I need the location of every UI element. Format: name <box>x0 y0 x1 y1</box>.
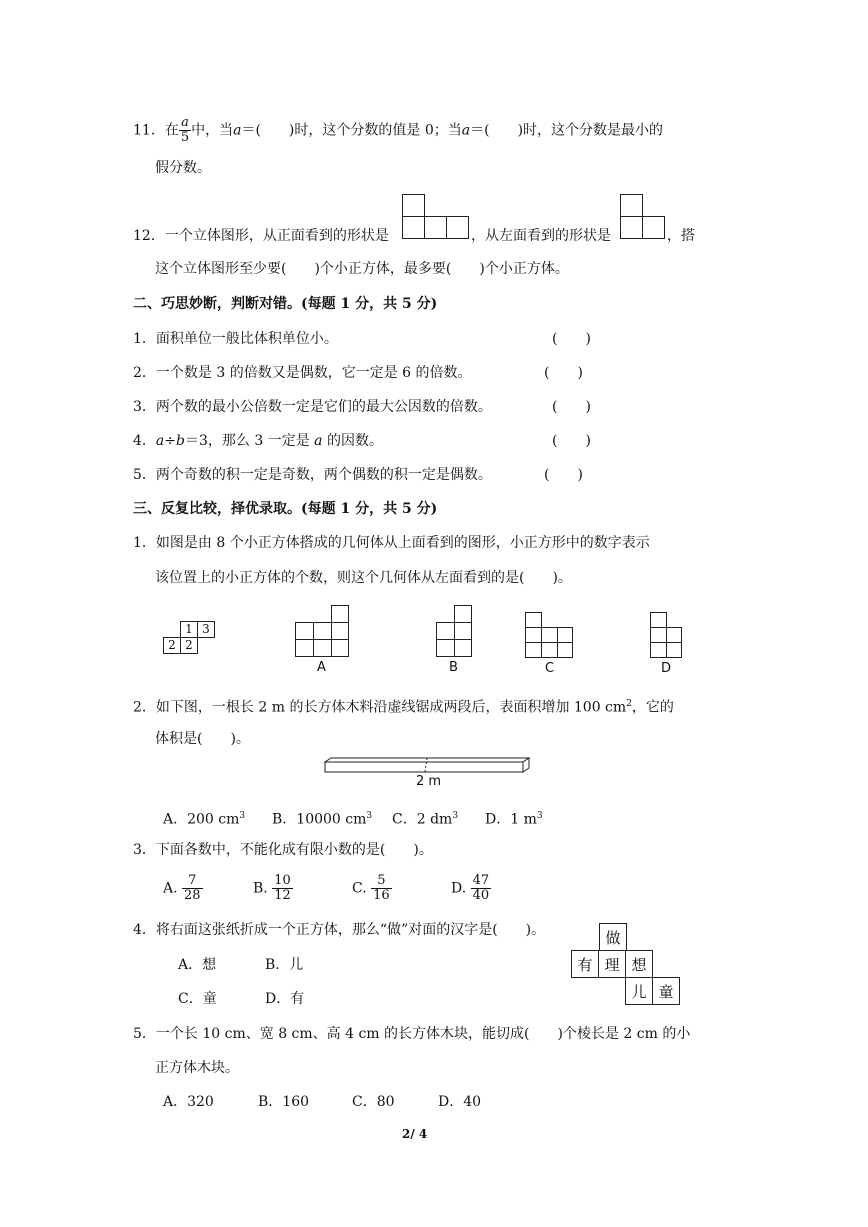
s3-q1-option-a-figure[interactable] <box>295 605 349 657</box>
q11-line1: 11．在 $\frac{a}{5}$ 中，当a＝( )时，这个分数的值是 0；当a＝( )时，这个分数是最小的 <box>133 115 664 145</box>
judge-item-2: 2．一个数是 3 的倍数又是偶数，它一定是 6 的倍数。 <box>133 365 472 381</box>
top-view-cell: 1 <box>180 621 198 638</box>
s3-q4-option-d[interactable]: D．有 <box>265 991 305 1007</box>
net-cell: 理 <box>598 950 626 978</box>
net-cell: 做 <box>599 923 627 951</box>
s3-q1-option-d-figure[interactable] <box>650 612 682 658</box>
top-view-cell: 3 <box>197 621 215 638</box>
section2-title: 二、巧思妙断，判断对错。(每题 1 分，共 5 分) <box>133 296 438 312</box>
judge-item-1: 1．面积单位一般比体积单位小。 <box>133 331 338 347</box>
fraction: $\frac{47}{40}$ <box>472 873 490 903</box>
s3-q4-option-a[interactable]: A．想 <box>178 957 217 973</box>
q12-line2: 这个立体图形至少要( )个小正方体，最多要( )个小正方体。 <box>155 261 569 277</box>
top-view-cell: 2 <box>180 637 198 654</box>
s3-q1-line2: 该位置上的小正方体的个数，则这个几何体从左面看到的是( )。 <box>155 570 572 586</box>
fraction: $\frac{7}{28}$ <box>184 873 201 903</box>
fraction: $\frac{10}{12}$ <box>274 873 291 903</box>
s3-q1-top-view-figure <box>163 621 217 655</box>
s3-q2-line2: 体积是( )。 <box>155 731 250 747</box>
judge-paren-3[interactable]: ( ) <box>552 399 591 415</box>
s3-q3-option-d[interactable]: D. $\frac{47}{40}$ <box>451 873 490 903</box>
s3-q5-line1: 5．一个长 10 cm、宽 8 cm、高 4 cm 的长方体木块，能切成( )个棱长是 2 cm 的小 <box>133 1026 691 1042</box>
s3-q5-option-a[interactable]: A．320 <box>163 1094 214 1110</box>
judge-item-3: 3．两个数的最小公倍数一定是它们的最大公因数的倍数。 <box>133 399 492 415</box>
q12-line1-end: ，搭 <box>667 228 695 244</box>
s3-q1-option-b-figure[interactable] <box>436 605 472 657</box>
net-cell: 想 <box>625 950 653 978</box>
fraction: $\frac{5}{16}$ <box>373 873 390 903</box>
s3-q4-line1: 4．将右面这张纸折成一个正方体，那么“做”对面的汉字是( )。 <box>133 922 546 938</box>
s3-q3-option-c[interactable]: C. $\frac{5}{16}$ <box>352 873 390 903</box>
s3-q2-option-c[interactable]: C．2 $dm^3$ <box>392 811 459 828</box>
s3-q4-option-b[interactable]: B．儿 <box>265 957 304 973</box>
s3-q2-line1: 2．如下图，一根长 2 m 的长方体木料沿虚线锯成两段后，表面积增加 100 $cm^2$，它的 <box>133 699 674 716</box>
net-cell: 儿 <box>625 977 653 1005</box>
section3-title: 三、反复比较，择优录取。(每题 1 分，共 5 分) <box>133 501 438 517</box>
q12-left-view-figure <box>620 194 666 240</box>
q11-number: 11．在 <box>133 122 179 139</box>
q11-fraction: $\frac{a}{5}$ <box>180 115 190 145</box>
q12-front-view-figure <box>402 194 470 240</box>
s3-q1-option-c-figure[interactable] <box>525 612 573 658</box>
judge-item-4: 4．a÷b＝3，那么 3 一定是 a 的因数。 <box>133 433 383 449</box>
s3-q2-option-d[interactable]: D．1 $m^3$ <box>485 811 543 828</box>
q12-line1-mid: ，从左面看到的形状是 <box>471 228 611 244</box>
net-cell: 有 <box>571 950 599 978</box>
option-a-label[interactable]: A <box>317 660 326 675</box>
s3-q1-line1: 1．如图是由 8 个小正方体搭成的几何体从上面看到的图形，小正方形中的数字表示 <box>133 535 650 551</box>
q12-line1: 12．一个立体图形，从正面看到的形状是 <box>133 228 389 244</box>
s3-q2-option-b[interactable]: B．10000 $cm^3$ <box>272 811 373 828</box>
s3-q5-option-d[interactable]: D．40 <box>438 1094 482 1110</box>
option-b-label[interactable]: B <box>449 660 458 675</box>
s3-q5-option-b[interactable]: B．160 <box>258 1094 310 1110</box>
judge-paren-4[interactable]: ( ) <box>552 433 591 449</box>
judge-paren-5[interactable]: ( ) <box>544 467 583 483</box>
net-cell: 童 <box>652 977 680 1005</box>
s3-q3-option-b[interactable]: B. $\frac{10}{12}$ <box>253 873 291 903</box>
s3-q5-line2: 正方体木块。 <box>155 1060 239 1076</box>
s3-q2-option-a[interactable]: A．200 $cm^3$ <box>163 811 246 828</box>
s3-q3-line1: 3．下面各数中，不能化成有限小数的是( )。 <box>133 842 433 858</box>
page-number: 2/ 4 <box>402 1127 428 1141</box>
judge-paren-2[interactable]: ( ) <box>544 365 583 381</box>
option-d-label[interactable]: D <box>661 661 672 676</box>
wood-bar-length-label: 2 m <box>416 774 442 789</box>
s3-q5-option-c[interactable]: C．80 <box>352 1094 395 1110</box>
s3-q3-option-a[interactable]: A. $\frac{7}{28}$ <box>163 873 201 903</box>
q11-line2: 假分数。 <box>155 160 211 176</box>
judge-item-5: 5．两个奇数的积一定是奇数，两个偶数的积一定是偶数。 <box>133 467 492 483</box>
judge-paren-1[interactable]: ( ) <box>552 331 591 347</box>
option-c-label[interactable]: C <box>545 661 555 676</box>
s3-q4-option-c[interactable]: C．童 <box>178 991 217 1007</box>
top-view-cell: 2 <box>163 637 181 654</box>
